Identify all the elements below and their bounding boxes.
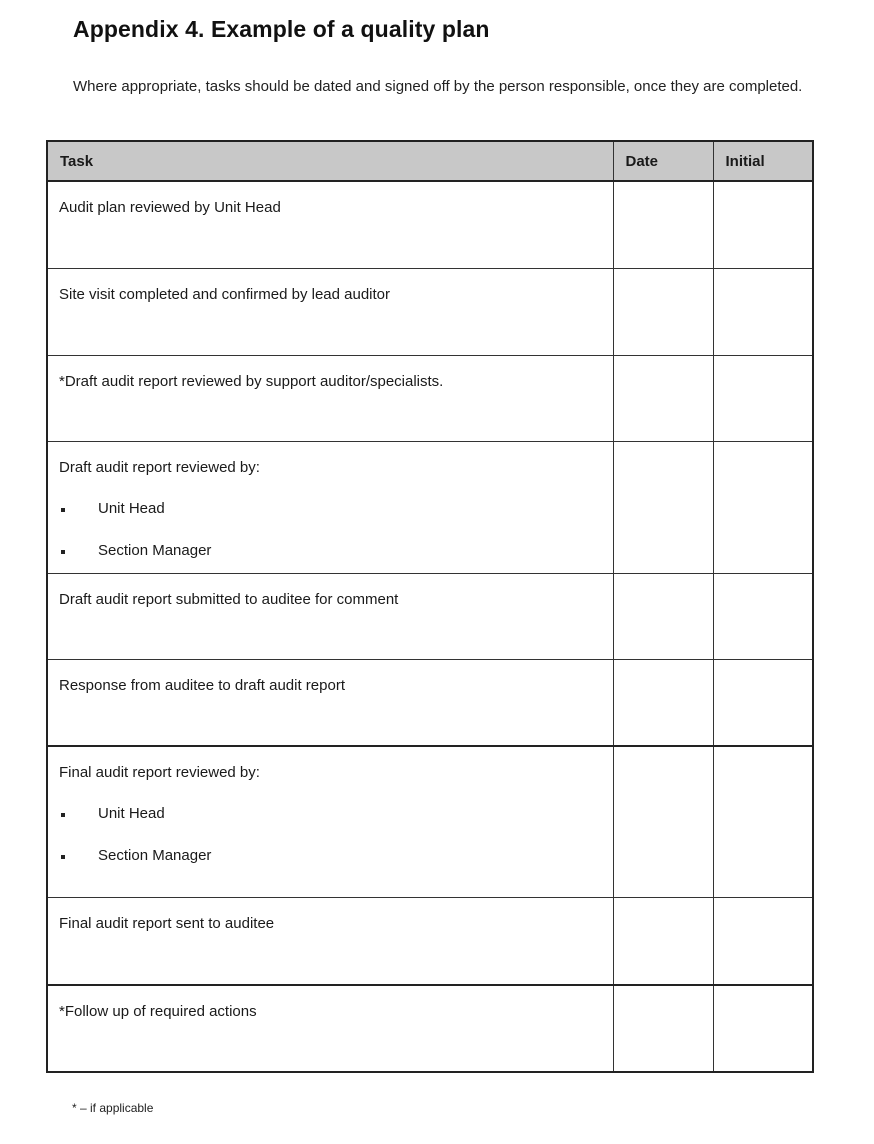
task-text: Final audit report reviewed by: [59,764,260,781]
initial-cell[interactable] [713,268,813,355]
task-text: Draft audit report submitted to auditee for comment [59,590,399,608]
task-cell [47,441,613,573]
intro-paragraph: Where appropriate, tasks should be dated and signed off by the person responsible, once they are completed. [73,78,803,95]
bullet-item: Section Manager [59,846,613,866]
initial-cell[interactable] [713,573,813,659]
task-cell [47,181,613,268]
task-cell [47,897,613,985]
bullet-item: Unit Head [59,499,613,519]
task-cell [47,746,613,897]
bullet-list [59,499,613,561]
date-cell[interactable] [613,573,713,659]
task-cell [47,659,613,746]
date-cell[interactable] [613,897,713,985]
table-header-row [47,141,813,181]
task-text: Final audit report sent to auditee [59,914,275,932]
table-row [47,441,813,573]
date-cell[interactable] [613,181,713,268]
table-row [47,355,813,441]
task-text: Draft audit report reviewed by: [59,458,260,476]
table-row [47,659,813,746]
initial-cell[interactable] [713,441,813,573]
bullet-list [59,804,613,866]
table-row [47,268,813,355]
task-text: Site visit completed and confirmed by lead auditor [59,285,391,303]
initial-cell[interactable] [713,746,813,897]
task-cell [47,573,613,659]
task-cell [47,985,613,1072]
footnote: * – if applicable [72,1101,154,1115]
initial-cell[interactable] [713,985,813,1072]
header-date: Date [613,141,713,181]
quality-plan-table [46,140,814,1073]
task-text: Response from auditee to draft audit report [59,676,345,694]
date-cell[interactable] [613,441,713,573]
page-title: Appendix 4. Example of a quality plan [73,16,490,42]
table-row [47,897,813,985]
date-cell[interactable] [613,659,713,746]
task-cell [47,355,613,441]
task-cell [47,268,613,355]
date-cell[interactable] [613,985,713,1072]
table-row [47,573,813,659]
date-cell[interactable] [613,746,713,897]
header-task: Task [47,141,613,181]
header-initial: Initial [713,141,813,181]
initial-cell[interactable] [713,355,813,441]
task-text: *Follow up of required actions [59,1003,257,1020]
table-row [47,181,813,268]
initial-cell[interactable] [713,181,813,268]
task-text: Audit plan reviewed by Unit Head [59,199,281,216]
table-row [47,985,813,1072]
bullet-item: Section Manager [59,541,613,561]
table-row [47,746,813,897]
initial-cell[interactable] [713,659,813,746]
initial-cell[interactable] [713,897,813,985]
task-text: *Draft audit report reviewed by support auditor/specialists. [59,372,444,390]
date-cell[interactable] [613,268,713,355]
bullet-item: Unit Head [59,804,613,824]
date-cell[interactable] [613,355,713,441]
